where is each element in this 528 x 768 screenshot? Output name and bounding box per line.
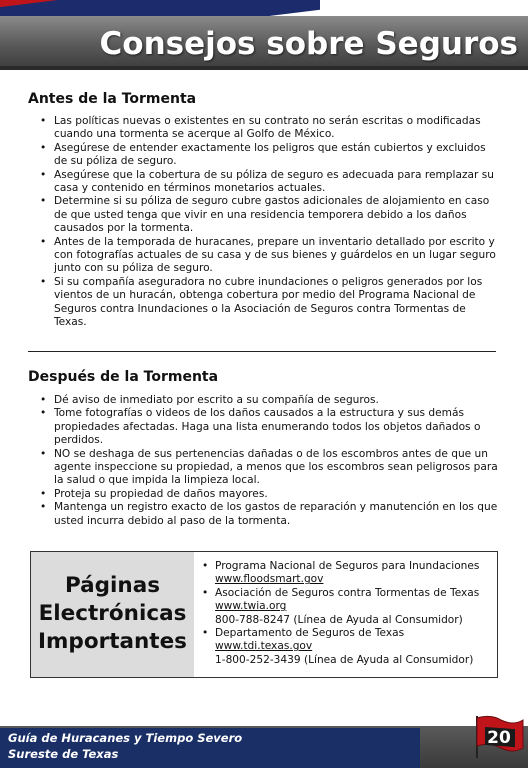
page-header: [0, 0, 528, 70]
phone-number: 800-788-8247 (Línea de Ayuda al Consumidor): [215, 613, 463, 626]
page-footer: [0, 720, 528, 768]
guide-region: Sureste de Texas: [8, 746, 119, 761]
websites-list: [202, 560, 492, 667]
before-storm-list: [40, 115, 498, 330]
organization-name: • Asociación de Seguros contra Tormentas de Texas: [215, 586, 480, 599]
organization-name: • Programa Nacional de Seguros para Inundaciones: [215, 560, 480, 572]
website-entry: [202, 587, 492, 627]
box-heading: Páginas Electrónicas Importantes: [38, 573, 187, 654]
list-item: • Proteja su propiedad de daños mayores.: [40, 488, 498, 501]
website-entry: [202, 560, 492, 587]
list-item: • Mantenga un registro exacto de los gastos de reparación y manutención en los que usted incurra debido al paso de la tormenta.: [40, 501, 498, 528]
important-websites-box: [30, 551, 498, 678]
website-link[interactable]: www.floodsmart.gov: [215, 573, 324, 586]
list-item: • Las políticas nuevas o existentes en su contrato no serán escritas o modificadas cuando una tormenta se acerque al Golfo de México.: [40, 115, 498, 142]
website-link[interactable]: www.twia.org: [215, 600, 287, 613]
list-item: • Dé aviso de inmediato por escrito a su compañía de seguros.: [40, 394, 498, 407]
website-link[interactable]: www.tdi.texas.gov: [215, 640, 313, 653]
section-divider: [28, 351, 496, 352]
before-storm-heading: Antes de la Tormenta: [28, 91, 197, 107]
footer-text: [8, 731, 242, 762]
list-item: • Antes de la temporada de huracanes, prepare un inventario detallado por escrito y con fotografías actuales de su casa y de sus bienes y guárdelos en un lugar seguro junto con su póliza de seguro.: [40, 236, 498, 276]
list-item: • Determine si su póliza de seguro cubre gastos adicionales de alojamiento en caso de que usted tenga que vivir en una residencia temporera debido a los daños causados por la tormenta.: [40, 195, 498, 235]
list-item: • Asegúrese de entender exactamente los peligros que están cubiertos y excluidos de su póliza de seguro.: [40, 142, 498, 169]
website-entry: [202, 627, 492, 667]
page-title: Consejos sobre Seguros: [99, 26, 518, 62]
box-heading-panel: [31, 552, 194, 677]
list-item: • Tome fotografías o videos de los daños causados a la estructura y sus demás propiedades afectadas. Haga una lista enumerando todos los objetos dañados o perdidos.: [40, 407, 498, 447]
after-storm-heading: Después de la Tormenta: [28, 369, 219, 385]
guide-title: Guía de Huracanes y Tiempo Severo: [8, 731, 243, 745]
organization-name: • Departamento de Seguros de Texas: [215, 627, 405, 640]
page-number: 20: [487, 728, 511, 748]
list-item: • Si su compañía aseguradora no cubre inundaciones o peligros generados por los vientos de un huracán, obtenga cobertura por medio del Programa Nacional de Seguros contra Inundaciones o la Asociación de Seguros contra Tormentas de Texas.: [40, 276, 498, 330]
after-storm-list: [40, 394, 498, 528]
phone-number: 1-800-252-3439 (Línea de Ayuda al Consumidor): [215, 653, 474, 666]
list-item: • NO se deshaga de sus pertenencias dañadas o de los escombros antes de que un agente inspeccione su propiedad, a menos que los escombros sean peligrosos para la salud o que impida la limpieza local.: [40, 448, 498, 488]
list-item: • Asegúrese que la cobertura de su póliza de seguro es adecuada para remplazar su casa y contenido en términos monetarios actuales.: [40, 169, 498, 196]
